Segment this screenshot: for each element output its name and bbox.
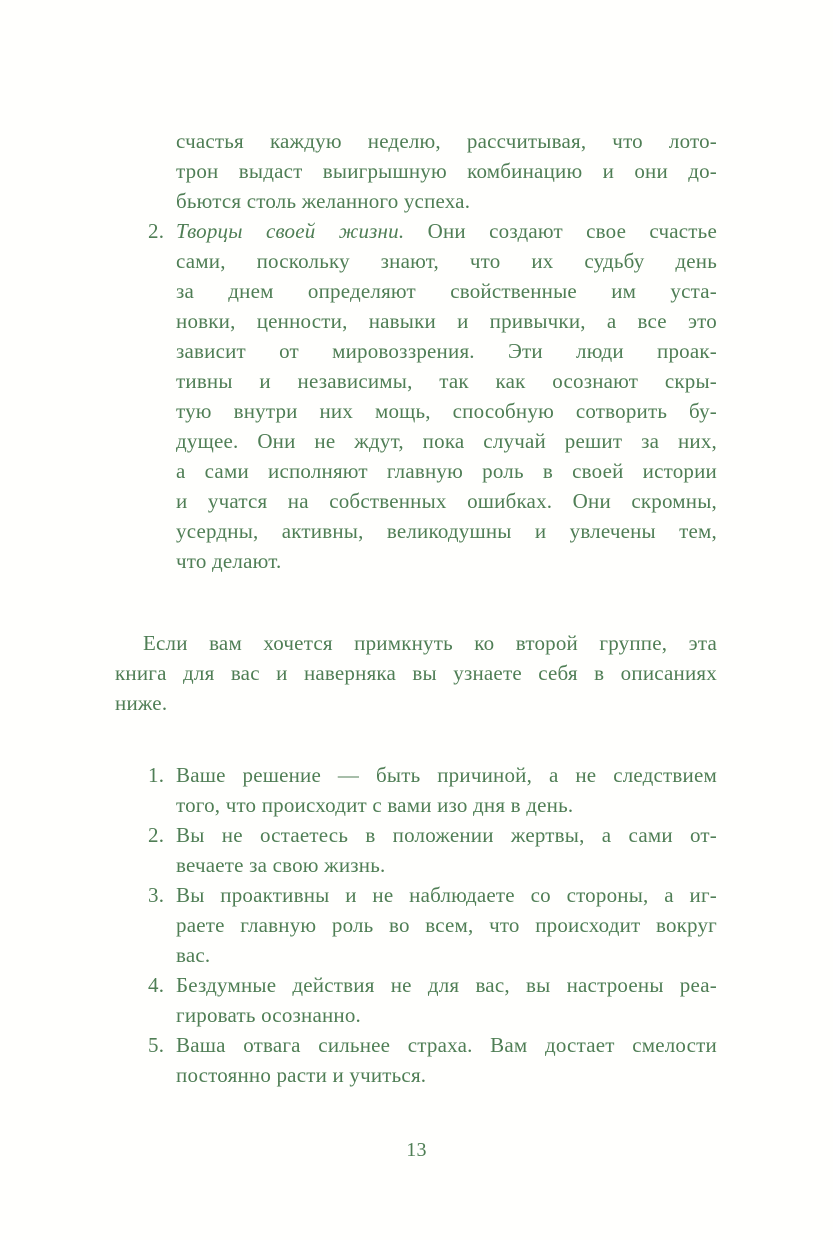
item-lead-italic: Творцы своей жизни. <box>176 219 405 243</box>
text-line: усердны, активны, великодушны и увлечены тем, <box>176 519 717 543</box>
traits-item-2 <box>115 820 717 880</box>
text-line: вечаете за свою жизнь. <box>176 853 386 877</box>
text-run: Они создают свое счастье <box>404 219 717 243</box>
traits-list <box>115 760 717 1090</box>
list-marker: 2. <box>148 219 165 243</box>
list-item-text <box>176 820 717 880</box>
list-item-text <box>176 970 717 1030</box>
text-line: постоянно расти и учиться. <box>176 1063 427 1087</box>
text-line: Вы проактивны и не наблюдаете со стороны, а иг- <box>176 883 717 907</box>
text-line: того, что происходит с вами изо дня в день. <box>176 793 574 817</box>
list-item-text <box>176 760 717 820</box>
text-line: счастья каждую неделю, рассчитывая, что лото- <box>176 129 717 153</box>
text-line: Ваше решение — быть причиной, а не следствием <box>176 763 717 787</box>
text-line: ниже. <box>115 691 168 715</box>
text-line: трон выдаст выигрышную комбинацию и они до- <box>176 159 717 183</box>
text-line: Бездумные действия не для вас, вы настроены реа- <box>176 973 717 997</box>
text-line: сами, поскольку знают, что их судьбу день <box>176 249 717 273</box>
traits-item-4 <box>115 970 717 1030</box>
page-number: 13 <box>406 1139 427 1161</box>
list-marker: 2. <box>148 823 165 847</box>
text-line: новки, ценности, навыки и привычки, а все это <box>176 309 717 333</box>
traits-item-1 <box>115 760 717 820</box>
list-item-2 <box>115 216 717 576</box>
list-item-text <box>176 1030 717 1090</box>
text-line: тую внутри них мощь, способную сотворить бу- <box>176 399 717 423</box>
life-types-list <box>115 126 717 576</box>
list-marker: 3. <box>148 883 165 907</box>
traits-item-5 <box>115 1030 717 1090</box>
text-line: раете главную роль во всем, что происходит вокруг <box>176 913 717 937</box>
text-line: дущее. Они не ждут, пока случай решит за них, <box>176 429 717 453</box>
text-line: за днем определяют свойственные им уста- <box>176 279 717 303</box>
text-line: зависит от мировоззрения. Эти люди проак- <box>176 339 717 363</box>
text-line: Если вам хочется примкнуть ко второй группе, эта <box>143 631 717 655</box>
list-item-text <box>176 126 717 216</box>
list-marker: 1. <box>148 763 165 787</box>
text-line: Ваша отвага сильнее страха. Вам достает смелости <box>176 1033 717 1057</box>
text-line: вас. <box>176 943 211 967</box>
traits-item-3 <box>115 880 717 970</box>
text-line <box>176 216 717 246</box>
list-item-continuation <box>115 126 717 216</box>
text-line: книга для вас и наверняка вы узнаете себя в описаниях <box>115 661 717 685</box>
text-line: что делают. <box>176 549 282 573</box>
paragraph <box>115 628 717 718</box>
text-line: и учатся на собственных ошибках. Они скромны, <box>176 489 717 513</box>
list-marker: 4. <box>148 973 165 997</box>
list-marker: 5. <box>148 1033 165 1057</box>
text-line: Вы не остаетесь в положении жертвы, а сами от- <box>176 823 717 847</box>
list-item-text <box>176 216 717 576</box>
list-item-text <box>176 880 717 970</box>
text-line: гировать осознанно. <box>176 1003 361 1027</box>
text-line: бьются столь желанного успеха. <box>176 189 471 213</box>
text-line: тивны и независимы, так как осознают скры- <box>176 369 717 393</box>
text-line: а сами исполняют главную роль в своей истории <box>176 459 717 483</box>
